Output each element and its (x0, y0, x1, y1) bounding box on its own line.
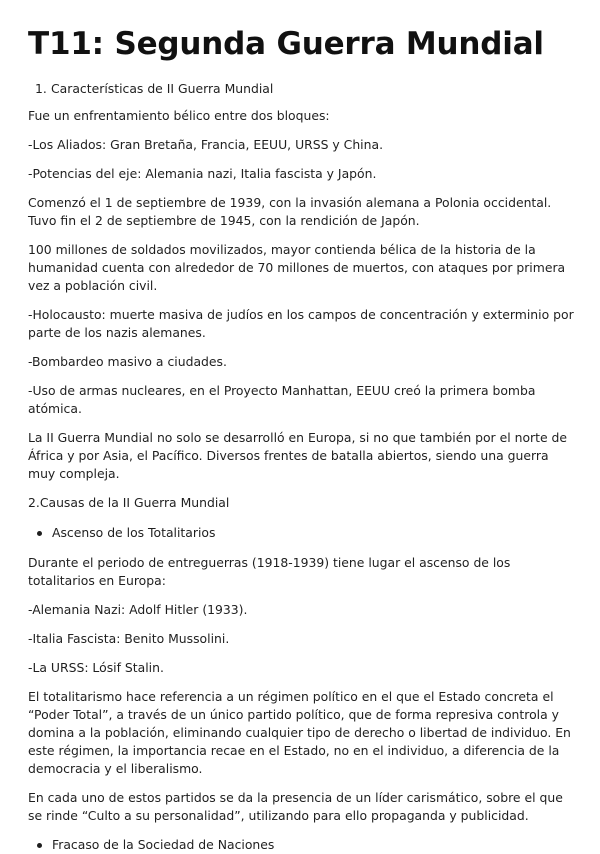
section-number: 1. (35, 81, 47, 96)
paragraph: -Italia Fascista: Benito Mussolini. (28, 631, 230, 646)
paragraph: -Holocausto: muerte masiva de judíos en los campos de concentración y exterminio por parte de los nazis alemanes. (28, 307, 574, 340)
list-item (37, 524, 574, 542)
section-heading-causes: 2.Causas de la II Guerra Mundial (28, 495, 230, 510)
paragraph: En cada uno de estos partidos se da la presencia de un líder carismático, sobre el que se rinde “Culto a su personalidad”, utilizando para ello propaganda y publicidad. (28, 790, 563, 823)
paragraph: -Los Aliados: Gran Bretaña, Francia, EEUU, URSS y China. (28, 137, 384, 152)
paragraph: Fue un enfrentamiento bélico entre dos bloques: (28, 108, 330, 123)
document-title: T11: Segunda Guerra Mundial (28, 26, 544, 62)
paragraph: La II Guerra Mundial no solo se desarrolló en Europa, si no que también por el norte de África y por Asia, el Pacífico. Diversos frentes de batalla abiertos, siendo una guerra muy compleja. (28, 430, 568, 481)
paragraph: Comenzó el 1 de septiembre de 1939, con la invasión alemana a Polonia occidental. Tuvo fin el 2 de septiembre de 1945, con la rendición de Japón. (28, 195, 552, 228)
paragraph: 100 millones de soldados movilizados, mayor contienda bélica de la historia de la humanidad cuenta con alrededor de 70 millones de muertos, con ataques por primera vez a población civil. (28, 242, 566, 293)
list-item (37, 836, 574, 854)
paragraph: -Potencias del eje: Alemania nazi, Italia fascista y Japón. (28, 166, 377, 181)
paragraph: -Alemania Nazi: Adolf Hitler (1933). (28, 602, 248, 617)
paragraph: El totalitarismo hace referencia a un régimen político en el que el Estado concreta el “Poder Total”, a través de un único partido político, que de forma represiva controla y domina a la población, eliminando cualquier tipo de derecho o libertad de individuo. En este régimen, la importancia recae en el Estado, no en el individuo, a diferencia de la democracia y el liberalismo. (28, 689, 571, 776)
section-heading-characteristics (35, 80, 574, 98)
paragraph: -La URSS: Lósif Stalin. (28, 660, 164, 675)
bullet-icon (37, 531, 42, 536)
list-item-text: Fracaso de la Sociedad de Naciones (52, 837, 275, 852)
paragraph: Durante el periodo de entreguerras (1918-1939) tiene lugar el ascenso de los totalitarios en Europa: (28, 555, 511, 588)
list-item-text: Ascenso de los Totalitarios (52, 525, 216, 540)
paragraph: -Uso de armas nucleares, en el Proyecto Manhattan, EEUU creó la primera bomba atómica. (28, 383, 536, 416)
bullet-icon (37, 843, 42, 848)
section-heading-text: Características de II Guerra Mundial (51, 81, 274, 96)
paragraph: -Bombardeo masivo a ciudades. (28, 354, 227, 369)
